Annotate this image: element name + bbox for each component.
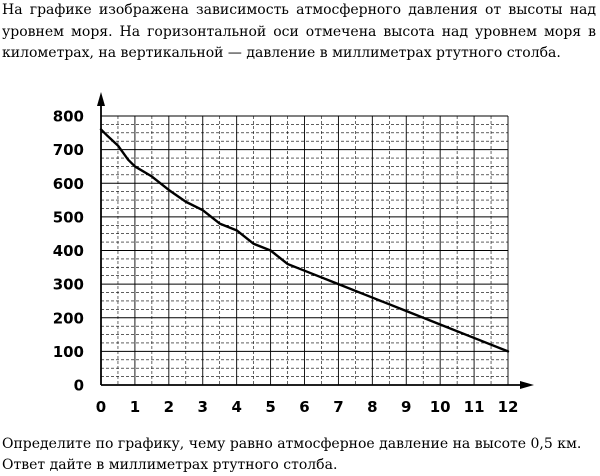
y-tick-label: 300: [52, 275, 84, 294]
y-tick-label: 800: [52, 107, 84, 126]
chart-grid: [101, 116, 508, 385]
x-tick-label: 0: [95, 398, 107, 416]
x-tick-label: 12: [497, 398, 519, 416]
x-tick-label: 8: [367, 398, 378, 416]
x-tick-label: 6: [299, 398, 310, 416]
x-tick-label: 7: [333, 398, 344, 416]
x-tick-label: 9: [401, 398, 412, 416]
intro-text: На графике изображена зависимость атмосферного давления от высоты над уровнем моря. На горизонтальной оси отмечена высота над уровнем моря в километрах, на вертикальной — давление в миллиметрах ртутного столба.: [2, 2, 596, 61]
x-tick-label: 1: [129, 398, 141, 416]
y-tick-label: 100: [52, 342, 84, 361]
y-axis-arrow: [97, 92, 105, 106]
y-tick-label: 0: [73, 376, 84, 395]
y-tick-label: 600: [52, 174, 84, 193]
x-tick-label: 4: [231, 398, 242, 416]
x-tick-label: 5: [265, 398, 276, 416]
question-line-2: Ответ дайте в миллиметрах ртутного столба.: [2, 457, 338, 473]
x-tick-label: 2: [163, 398, 175, 416]
x-tick-label: 10: [429, 398, 451, 416]
y-tick-label: 500: [52, 208, 84, 227]
question-line-1: Определите по графику, чему равно атмосферное давление на высоте 0,5 км.: [2, 436, 582, 452]
chart-axes: [97, 92, 534, 389]
x-tick-label: 3: [197, 398, 208, 416]
y-tick-label: 700: [52, 141, 84, 160]
x-axis-arrow: [520, 381, 534, 389]
y-tick-label: 400: [52, 242, 84, 260]
y-tick-label: 200: [52, 309, 84, 328]
x-tick-label: 11: [463, 398, 485, 416]
question-text: [2, 434, 598, 476]
